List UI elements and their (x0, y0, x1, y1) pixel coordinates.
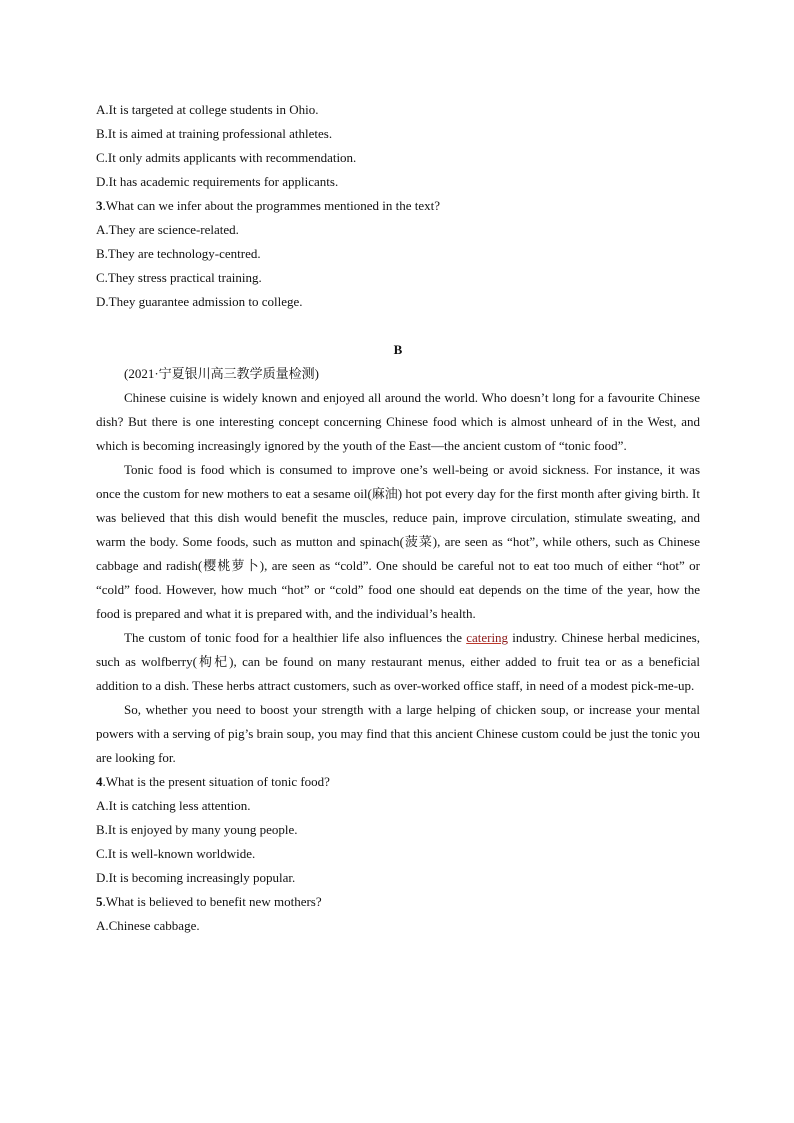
passage-paragraph-3 (96, 626, 700, 698)
q2-option-d: D.It has academic requirements for applicants. (96, 174, 339, 189)
q3-option-c: C.They stress practical training. (96, 270, 262, 285)
q3-option-a: A.They are science-related. (96, 222, 239, 237)
q3-stem (96, 194, 700, 218)
question-3 (96, 194, 700, 314)
passage-paragraph-4: So, whether you need to boost your strength with a large helping of chicken soup, or increase your mental powers with a serving of pig’s brain soup, you may find that this ancient Chinese custom could be just the tonic you are looking for. (96, 702, 700, 765)
q2-option-c: C.It only admits applicants with recommendation. (96, 150, 357, 165)
q5-stem-text: .What is believed to benefit new mothers? (102, 894, 322, 909)
section-b-source: (2021·宁夏银川高三教学质量检测) (124, 366, 319, 381)
q4-number: 4 (96, 774, 103, 789)
para3-text-before: The custom of tonic food for a healthier life also influences the (124, 630, 467, 645)
q5-number: 5 (96, 894, 103, 909)
question-2-options (96, 98, 700, 194)
q2-option-b: B.It is aimed at training professional athletes. (96, 126, 333, 141)
q4-option-d: D.It is becoming increasingly popular. (96, 870, 296, 885)
para3-text-after: industry. Chinese herbal medicines, such as wolfberry(枸杞), can be found on many restaurant menus, either added to fruit tea or as a beneficial addition to a dish. These herbs attract customers, such as over-worked office staff, in need of a modest pick-me-up. (96, 630, 700, 693)
question-4 (96, 770, 700, 890)
passage-paragraph-1: Chinese cuisine is widely known and enjoyed all around the world. Who doesn’t long for a favourite Chinese dish? But there is one interesting concept concerning Chinese food which is almost unheard of in the West, and which is becoming increasingly ignored by the youth of the East—the ancient custom of “tonic food”. (96, 390, 700, 453)
q4-stem (96, 770, 700, 794)
q5-option-a: A.Chinese cabbage. (96, 918, 200, 933)
q4-stem-text: .What is the present situation of tonic food? (102, 774, 330, 789)
q3-option-d: D.They guarantee admission to college. (96, 294, 303, 309)
passage-paragraph-2: Tonic food is food which is consumed to improve one’s well-being or avoid sickness. For instance, it was once the custom for new mothers to eat a sesame oil(麻油) hot pot every day for the first month after giving birth. It was believed that this dish would benefit the muscles, reduce pain, improve circulation, stimulate sweating, and warm the body. Some foods, such as mutton and spinach(菠菜), are seen as “hot”, while others, such as Chinese cabbage and radish(樱桃萝卜), are seen as “cold”. One should be careful not to eat too much of either “hot” or “cold” food. However, how much “hot” or “cold” food one should eat depends on the time of the year, how the food is prepared and what it is prepared with, and the individual’s health. (96, 462, 700, 621)
q3-option-b: B.They are technology-centred. (96, 246, 261, 261)
q4-option-b: B.It is enjoyed by many young people. (96, 822, 298, 837)
q4-option-a: A.It is catching less attention. (96, 798, 251, 813)
question-5 (96, 890, 700, 938)
q4-option-c: C.It is well-known worldwide. (96, 846, 256, 861)
q3-stem-text: .What can we infer about the programmes mentioned in the text? (102, 198, 441, 213)
q5-stem (96, 890, 700, 914)
q2-option-a: A.It is targeted at college students in Ohio. (96, 102, 319, 117)
section-b-title: B (393, 342, 403, 357)
q3-number: 3 (96, 198, 103, 213)
document-page (96, 98, 700, 938)
keyword-catering: catering (466, 630, 509, 645)
